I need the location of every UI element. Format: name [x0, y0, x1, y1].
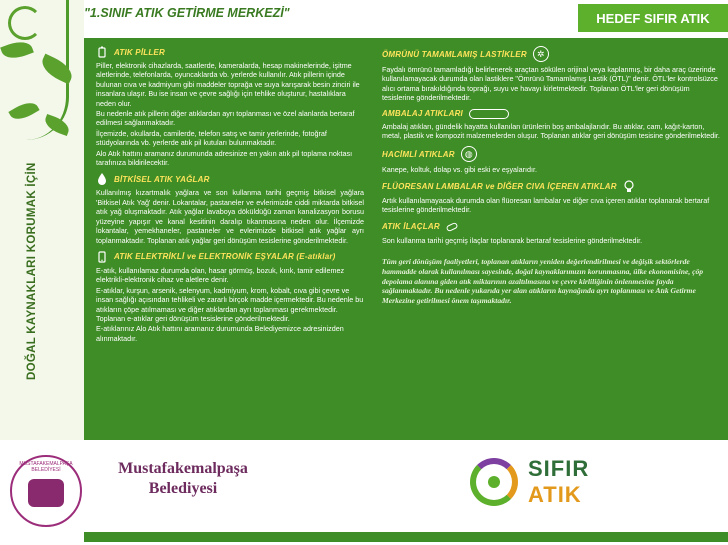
- paragraph: Alo Atık hattını aramanız durumunda adresinize en yakın atık pil toplama noktası tarafınıza bildirilecektir.: [96, 148, 353, 168]
- bulb-icon: [623, 181, 635, 193]
- section-title: ÖMRÜNÜ TAMAMLAMIŞ LASTİKLER: [382, 49, 527, 59]
- section-header: [96, 251, 364, 263]
- paragraph: Bu nedenle atık pillerin diğer atıklardan ayrı toplanması ve özel alanlarda bertaraf edilmesi sağlanmaktadır.: [96, 109, 355, 128]
- section-body: [382, 165, 720, 174]
- paragraph: Artık kullanılamayacak durumda olan flüoresan lambalar ve diğer cıva içeren atıklar toplanarak bertaraf tesislerine gönderilmektedir.: [382, 195, 710, 215]
- municipality-name-line1: Mustafakemalpaşa: [118, 460, 248, 477]
- section-body: [382, 65, 720, 103]
- section-waste-medicines: [382, 221, 720, 245]
- section-title: HACİMLİ ATIKLAR: [382, 149, 455, 159]
- section-vegetable-oils: [96, 173, 364, 244]
- paragraph: Faydalı ömrünü tamamladığı belirlenerek araçtan sökülen orijinal veya kaplanmış, bir daha araç üzerinde kullanılamayacak durumda olan lastiklere "Ömrünü Tamamlamış Lastik (ÖTL)" denir. ÖTL'ler kontrolsüzce alıcı ortama bırakıldığında toprağı, suyu ve havayı kirletmektedir. Toplanan ÖTL'ler geri dönüşüm tesislerine gönderilmektedir.: [382, 65, 718, 103]
- phone-icon: [96, 251, 108, 263]
- section-fluorescent-lamps: [382, 181, 720, 215]
- section-body: [96, 188, 364, 244]
- section-packaging-waste: [382, 109, 720, 141]
- left-column: [96, 46, 364, 349]
- logo-emblem-icon: [28, 479, 64, 507]
- paragraph: Piller, elektronik cihazlarda, saatlerde, kameralarda, hesap makinelerinde, işitme aletlerinde, telefonlarda, oyuncaklarda vb. yerlerde kullanılır. Atık pillerin içinde bulunan cıva ve kadmiyum gibi maddeler toprağa ve suya karışarak besin zinciri ile insanlara ulaşır. Bu ise insan ve çevre sağlığı için tehlike oluşturur, hastalıklara neden olur.: [96, 61, 360, 108]
- zero-waste-mark-icon: [470, 458, 518, 506]
- section-header: [382, 46, 720, 62]
- paragraph: Kullanılmış kızartmalık yağlara ve son kullanma tarihi geçmiş bitkisel yağlara 'Bitkisel Atık Yağ' denir. Lokantalar, pastaneler ve evlerimizde ciddi miktarda bitkisel atık yağ oluşmaktadır. Atık yağlar lavaboya döküldüğü zaman kanalizasyon borusu yüzeyine yapışır ve kanal kesitinin daralıp tıkanmasına neden olur. İlçemizde lokantalar, yemekhaneler, pastaneler ve evlerimizde bitkisel atık yağlar ayrı toplanmaktadır. Toplanan atık yağlar geri dönüşüm tesislerine gönderilmektedir.: [96, 188, 364, 245]
- footer: [0, 440, 728, 545]
- municipality-logo: [10, 455, 82, 527]
- section-body: [382, 236, 720, 245]
- section-body: [96, 266, 364, 343]
- zero-waste-word-sifir: SIFIR: [528, 456, 590, 481]
- section-header: [382, 109, 720, 119]
- section-header: [382, 146, 720, 162]
- section-title: ATIK PİLLER: [114, 47, 165, 57]
- section-header: [382, 181, 720, 193]
- section-title: BİTKİSEL ATIK YAĞLAR: [114, 174, 210, 184]
- section-bulky-waste: [382, 146, 720, 174]
- section-title: AMBALAJ ATIKLARI: [382, 109, 463, 119]
- paragraph: E-atıklarınız Alo Atık hattını aramanız durumunda Belediyemizce adresinizden alınmaktadır.: [96, 324, 344, 343]
- section-header: [96, 173, 364, 185]
- tire-icon: ✲: [533, 46, 549, 62]
- paragraph: Ambalaj atıkları, gündelik hayatta kullanılan ürünlerin boş ambalajlarıdır. Bu atıklar, cam, kağıt-karton, metal, plastik ve kompozit malzemelerden oluşur. Toplanan atıklar geri dönüşüm tesisine gönderilmektedir.: [382, 121, 720, 141]
- footer-divider-bar: [84, 532, 728, 542]
- section-title: ATIK ELEKTRİKLİ ve ELEKTRONİK EŞYALAR (E-atıklar): [114, 252, 336, 262]
- section-body: [382, 196, 720, 215]
- logo-ring-text: MUSTAFAKEMALPAŞA BELEDİYESİ: [19, 461, 73, 473]
- section-title: ATIK İLAÇLAR: [382, 222, 440, 232]
- paragraph: İlçemizde, okullarda, camilerde, telefon satış ve tamir yerlerinde, fotoğraf stüdyolarında vb. yerlerde atık pil kutuları bulunmaktadır.: [96, 128, 327, 148]
- municipality-name: [108, 460, 258, 498]
- municipality-name-line2: Belediyesi: [148, 480, 218, 497]
- oil-drop-icon: [96, 173, 108, 185]
- section-body: [96, 61, 364, 167]
- closing-statement: Tüm geri dönüşüm faaliyetleri, toplanan atıkların yeniden değerlendirilmesi ve değişik sektörlerde hammadde olarak kullanılması sayesinde, doğal kaynaklarımızın korunmasına, ülke ekonomisine, çöp depolama alanına giden atık miktarının azaltılmasına ve çevre kirliliğinin önlenmesine fayda sağlanmaktadır. Bu nedenle yukarıda yer alan atıkların kaynağında ayrı toplanması ve Atık Getirme Merkezine getirilmesi önem taşımaktadır.: [382, 257, 704, 306]
- target-banner: HEDEF SIFIR ATIK: [578, 4, 728, 32]
- section-header: [382, 221, 720, 233]
- globe-icon: ◍: [461, 146, 477, 162]
- zero-waste-logo: [470, 454, 600, 514]
- section-end-of-life-tires: [382, 46, 720, 103]
- paragraph: Kanepe, koltuk, dolap vs. gibi eski ev eşyalarıdır.: [382, 165, 538, 175]
- pill-icon: [446, 221, 458, 233]
- section-header: [96, 46, 364, 58]
- paragraph: Son kullanma tarihi geçmiş ilaçlar toplanarak bertaraf tesislerine gönderilmektedir.: [382, 235, 643, 245]
- section-body: [382, 122, 720, 141]
- zero-waste-word-atik: ATIK: [528, 482, 582, 507]
- paragraph: E-atık, kullanılamaz durumda olan, hasar görmüş, bozuk, kırık, tamir edilemez elektrikli-elektronik cihaz ve aletlere denir.: [96, 265, 345, 285]
- paragraph: E-atıklar, kurşun, arsenik, selenyum, kadmiyum, krom, kobalt, cıva gibi çevre ve insan sağlığı açısından tehlikeli ve zararlı birçok madde içermektedir. Bu nedenle bu atıkların çöpe atılmaması ve diğer atıklardan ayrı toplanması gerekmektedir. Toplanan e-atıklar geri dönüşüm tesislerine gönderilmektedir.: [96, 285, 364, 323]
- section-waste-batteries: [96, 46, 364, 167]
- page-title: "1.SINIF ATIK GETİRME MERKEZİ": [84, 6, 290, 20]
- section-title: FLÜORESAN LAMBALAR ve DİĞER CIVA İÇEREN ATIKLAR: [382, 182, 617, 192]
- section-e-waste: [96, 251, 364, 343]
- battery-icon: [96, 46, 108, 58]
- side-vertical-text: DOĞAL KAYNAKLARI KORUMAK İÇİN: [26, 162, 38, 380]
- right-column: [382, 46, 720, 306]
- info-panel: [84, 38, 728, 440]
- packaging-icon: [469, 109, 509, 119]
